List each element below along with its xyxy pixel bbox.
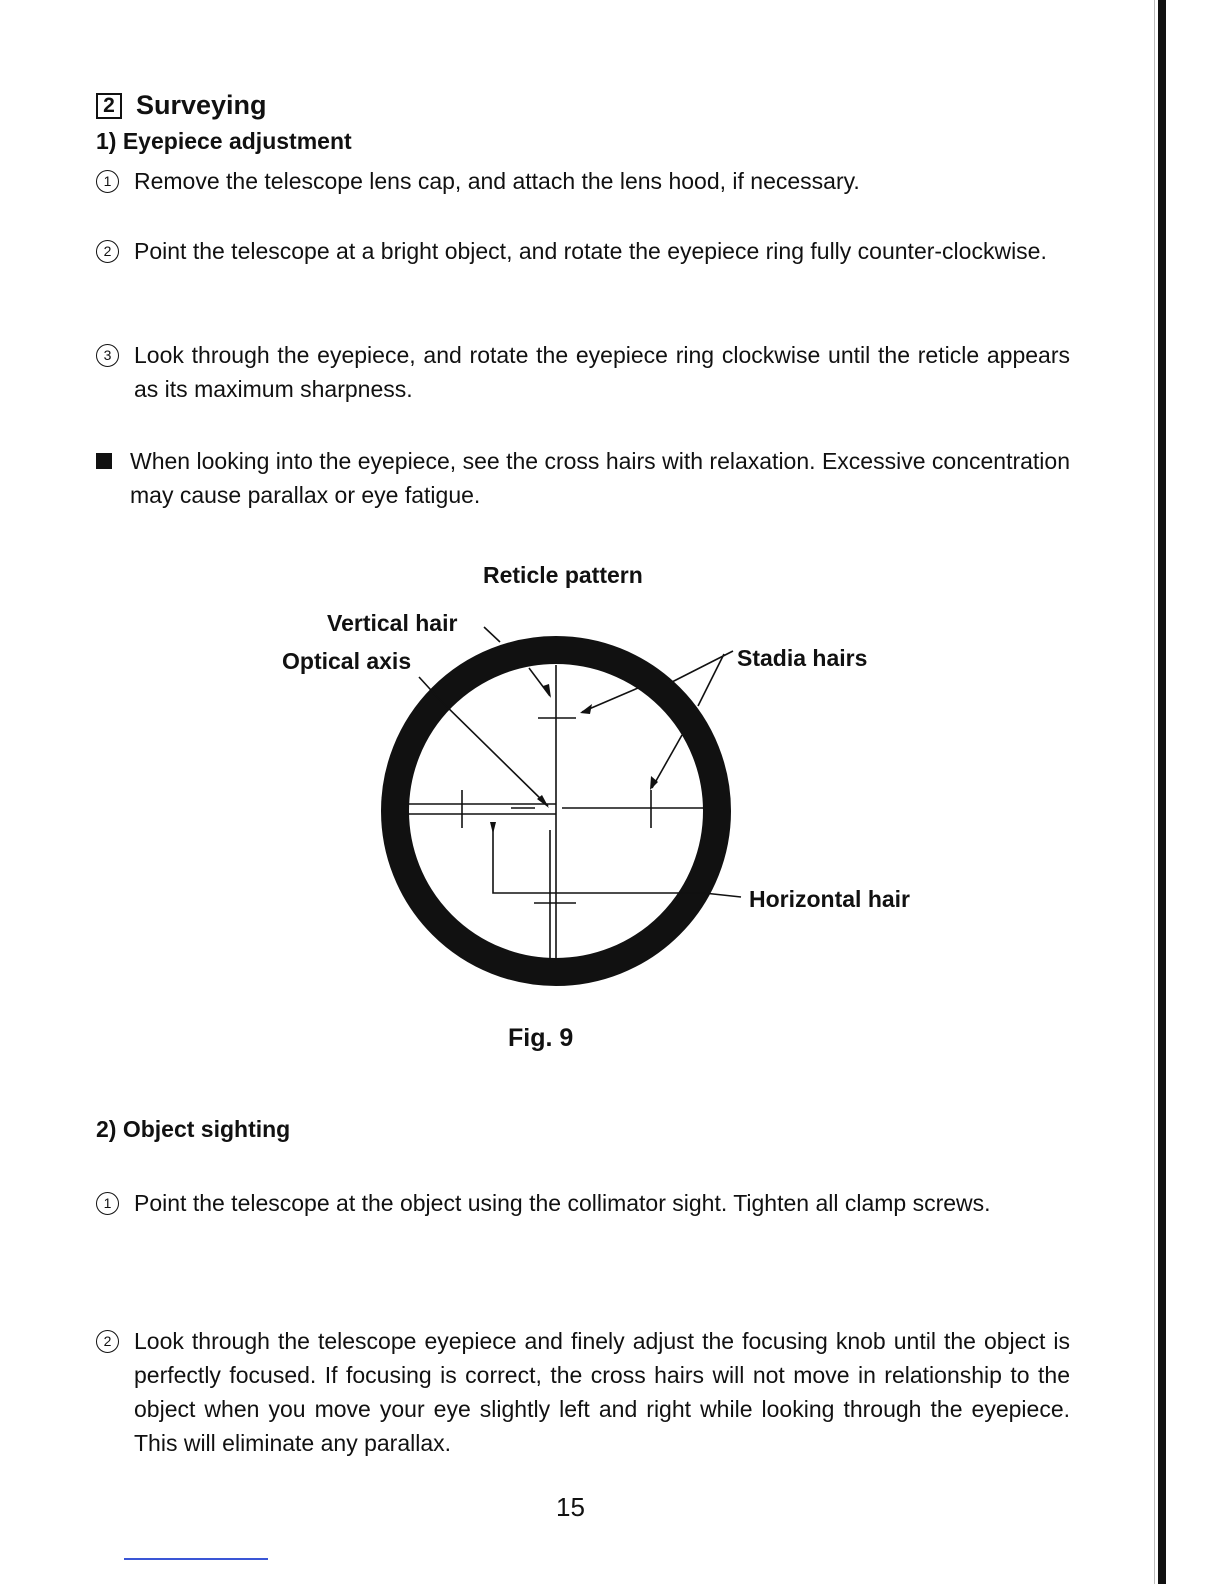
step-text: Remove the telescope lens cap, and attach the lens hood, if necessary.: [134, 168, 860, 194]
step-marker: 1: [96, 1192, 119, 1215]
label-horizontal-hair: Horizontal hair: [749, 886, 911, 912]
sighting-step-1: [96, 1186, 1070, 1220]
step-marker: 2: [96, 1330, 119, 1353]
stadia-leader-lower-tip: [652, 735, 682, 788]
horizontal-hair-arrow: [490, 822, 496, 834]
step-marker: 3: [96, 344, 119, 367]
step-text: Point the telescope at a bright object, and rotate the eyepiece ring fully counter-clockwise.: [134, 238, 1047, 264]
page-number: 15: [556, 1492, 585, 1522]
vertical-hair-leader: [529, 668, 550, 696]
sighting-step-2: [96, 1324, 1070, 1460]
label-stadia-hairs: Stadia hairs: [737, 645, 868, 671]
step-marker: 1: [96, 170, 119, 193]
horizontal-hair-leader-path: [493, 822, 704, 893]
figure-title: Reticle pattern: [483, 562, 643, 588]
label-optical-axis: Optical axis: [282, 648, 412, 674]
horizontal-hair-leader: [704, 893, 741, 897]
figure-caption: Fig. 9: [508, 1024, 574, 1052]
step-marker: 2: [96, 240, 119, 263]
section-number: 2: [96, 93, 122, 119]
section-title: Surveying: [136, 90, 267, 120]
footer-rule: [124, 1558, 268, 1560]
stadia-arrow-upper: [580, 704, 592, 714]
vertical-hair-arrow: [543, 684, 551, 698]
note-text: When looking into the eyepiece, see the cross hairs with relaxation. Excessive concentration may cause parallax or eye fatigue.: [130, 448, 1070, 508]
step-text: Look through the telescope eyepiece and finely adjust the focusing knob until the object is perfectly focused. If focusing is correct, the cross hairs will not move in relationship to the object when you move your eye slightly left and right while looking through the eyepiece. This will eliminate any parallax.: [134, 1328, 1070, 1456]
label-vertical-hair: Vertical hair: [327, 610, 458, 636]
vertical-hair-leader-top: [484, 627, 500, 642]
eyepiece-heading: 1) Eyepiece adjustment: [96, 128, 352, 154]
sighting-heading: 2) Object sighting: [96, 1116, 291, 1142]
step-text: Look through the eyepiece, and rotate the eyepiece ring clockwise until the reticle appears as its maximum sharpness.: [134, 342, 1070, 402]
step-text: Point the telescope at the object using the collimator sight. Tighten all clamp screws.: [134, 1190, 991, 1216]
